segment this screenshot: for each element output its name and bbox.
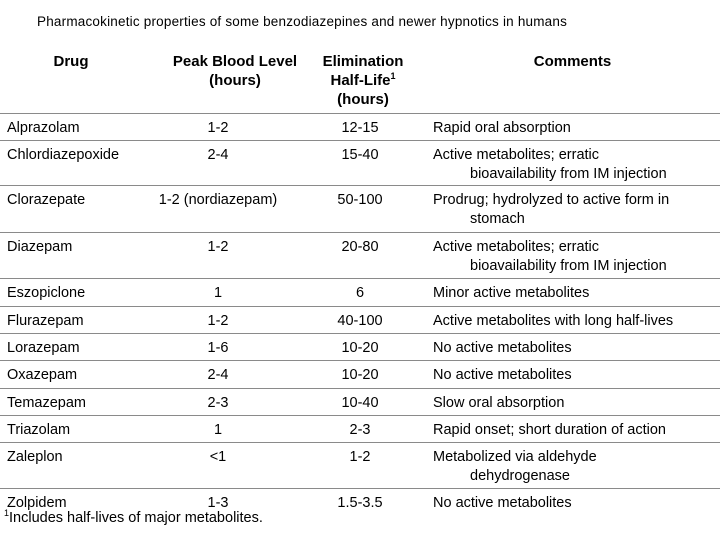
drug-name: Eszopiclone: [7, 285, 86, 301]
peak-blood-level: 1-3: [207, 495, 229, 511]
elimination-half-life: 1-2: [349, 449, 371, 465]
table-row: [0, 278, 720, 306]
elimination-half-life: 2-3: [349, 422, 371, 438]
drug-name: Zolpidem: [7, 495, 67, 511]
comment: [433, 448, 718, 486]
footnote-text: Includes half-lives of major metabolites.: [9, 510, 263, 526]
comment: [433, 366, 718, 385]
comment: [433, 312, 718, 331]
footnote-marker: 1: [390, 71, 396, 81]
elimination-half-life: 40-100: [337, 313, 383, 329]
header-drug: Drug: [53, 53, 89, 70]
elimination-half-life: 6: [355, 285, 365, 301]
comment: [433, 394, 718, 413]
drug-name: Oxazepam: [7, 367, 78, 383]
table-row: [0, 388, 720, 415]
comment-line-2: stomach: [470, 211, 525, 227]
comment-line: Active metabolites; erratic: [433, 239, 600, 255]
comment: [433, 494, 718, 513]
elimination-half-life: 10-40: [341, 395, 379, 411]
pharmacokinetics-table: [0, 113, 720, 514]
table-row: [0, 232, 720, 278]
comment-line: Metabolized via aldehyde: [433, 449, 597, 465]
drug-name: Triazolam: [7, 422, 71, 438]
table-row: [0, 185, 720, 232]
table-row: [0, 442, 720, 488]
comment-line: Active metabolites; erratic: [433, 147, 600, 163]
comment-line-2: bioavailability from IM injection: [470, 258, 667, 274]
elimination-half-life: 20-80: [341, 239, 379, 255]
comment: [433, 284, 718, 303]
elimination-half-life: 10-20: [341, 340, 379, 356]
elimination-half-life: 10-20: [341, 367, 379, 383]
comment-line: Rapid onset; short duration of action: [433, 422, 666, 438]
comment-line: No active metabolites: [433, 495, 572, 511]
elimination-half-life: 1.5-3.5: [337, 495, 383, 511]
comment: [433, 421, 718, 440]
peak-blood-level: 1-2: [207, 313, 229, 329]
drug-name: Lorazepam: [7, 340, 80, 356]
comment: [433, 238, 718, 276]
footnote: [4, 510, 263, 526]
peak-blood-level: 1: [213, 285, 223, 301]
drug-name: Flurazepam: [7, 313, 84, 329]
footnote-mark: 1: [4, 508, 10, 519]
comment: [433, 191, 718, 229]
drug-name: Chlordiazepoxide: [7, 147, 120, 163]
table-row: [0, 140, 720, 185]
comment-line: No active metabolites: [433, 367, 572, 383]
peak-blood-level: 1-2: [207, 120, 229, 136]
comment-line: Minor active metabolites: [433, 285, 590, 301]
comment-line: Rapid oral absorption: [433, 120, 571, 136]
peak-blood-level: 1-6: [207, 340, 229, 356]
drug-name: Clorazepate: [7, 192, 86, 208]
peak-blood-level: 1-2 (nordiazepam): [158, 192, 278, 208]
drug-name: Diazepam: [7, 239, 73, 255]
drug-name: Temazepam: [7, 395, 86, 411]
comment-line-2: dehydrogenase: [470, 468, 570, 484]
table-row: [0, 415, 720, 442]
table-row: [0, 333, 720, 360]
header-elim-units: (hours): [337, 91, 389, 108]
comment-line: Prodrug; hydrolyzed to active form in: [433, 192, 670, 208]
header-elimination-half-life: [302, 52, 424, 109]
peak-blood-level: <1: [209, 449, 227, 465]
peak-blood-level: 2-4: [207, 367, 229, 383]
elimination-half-life: 15-40: [341, 147, 379, 163]
comment: [433, 119, 718, 138]
comment-line: Slow oral absorption: [433, 395, 565, 411]
comment: [433, 339, 718, 358]
table-row: [0, 113, 720, 140]
table-row: [0, 360, 720, 388]
header-comments: Comments: [533, 53, 612, 70]
elimination-half-life: 12-15: [341, 120, 379, 136]
comment-line-2: bioavailability from IM injection: [470, 166, 667, 182]
table-caption: Pharmacokinetic properties of some benzodiazepines and newer hypnotics in humans: [37, 14, 568, 29]
header-elim-label: Elimination Half-Life: [322, 53, 404, 89]
peak-blood-level: 1-2: [207, 239, 229, 255]
peak-blood-level: 2-3: [207, 395, 229, 411]
comment-line: No active metabolites: [433, 340, 572, 356]
drug-name: Zaleplon: [7, 449, 63, 465]
peak-blood-level: 1: [213, 422, 223, 438]
header-peak-blood-level: Peak Blood Level (hours): [172, 53, 298, 89]
comment: [433, 146, 718, 184]
peak-blood-level: 2-4: [207, 147, 229, 163]
drug-name: Alprazolam: [7, 120, 80, 136]
elimination-half-life: 50-100: [337, 192, 383, 208]
comment-line: Active metabolites with long half-lives: [433, 313, 674, 329]
table-row: [0, 306, 720, 333]
